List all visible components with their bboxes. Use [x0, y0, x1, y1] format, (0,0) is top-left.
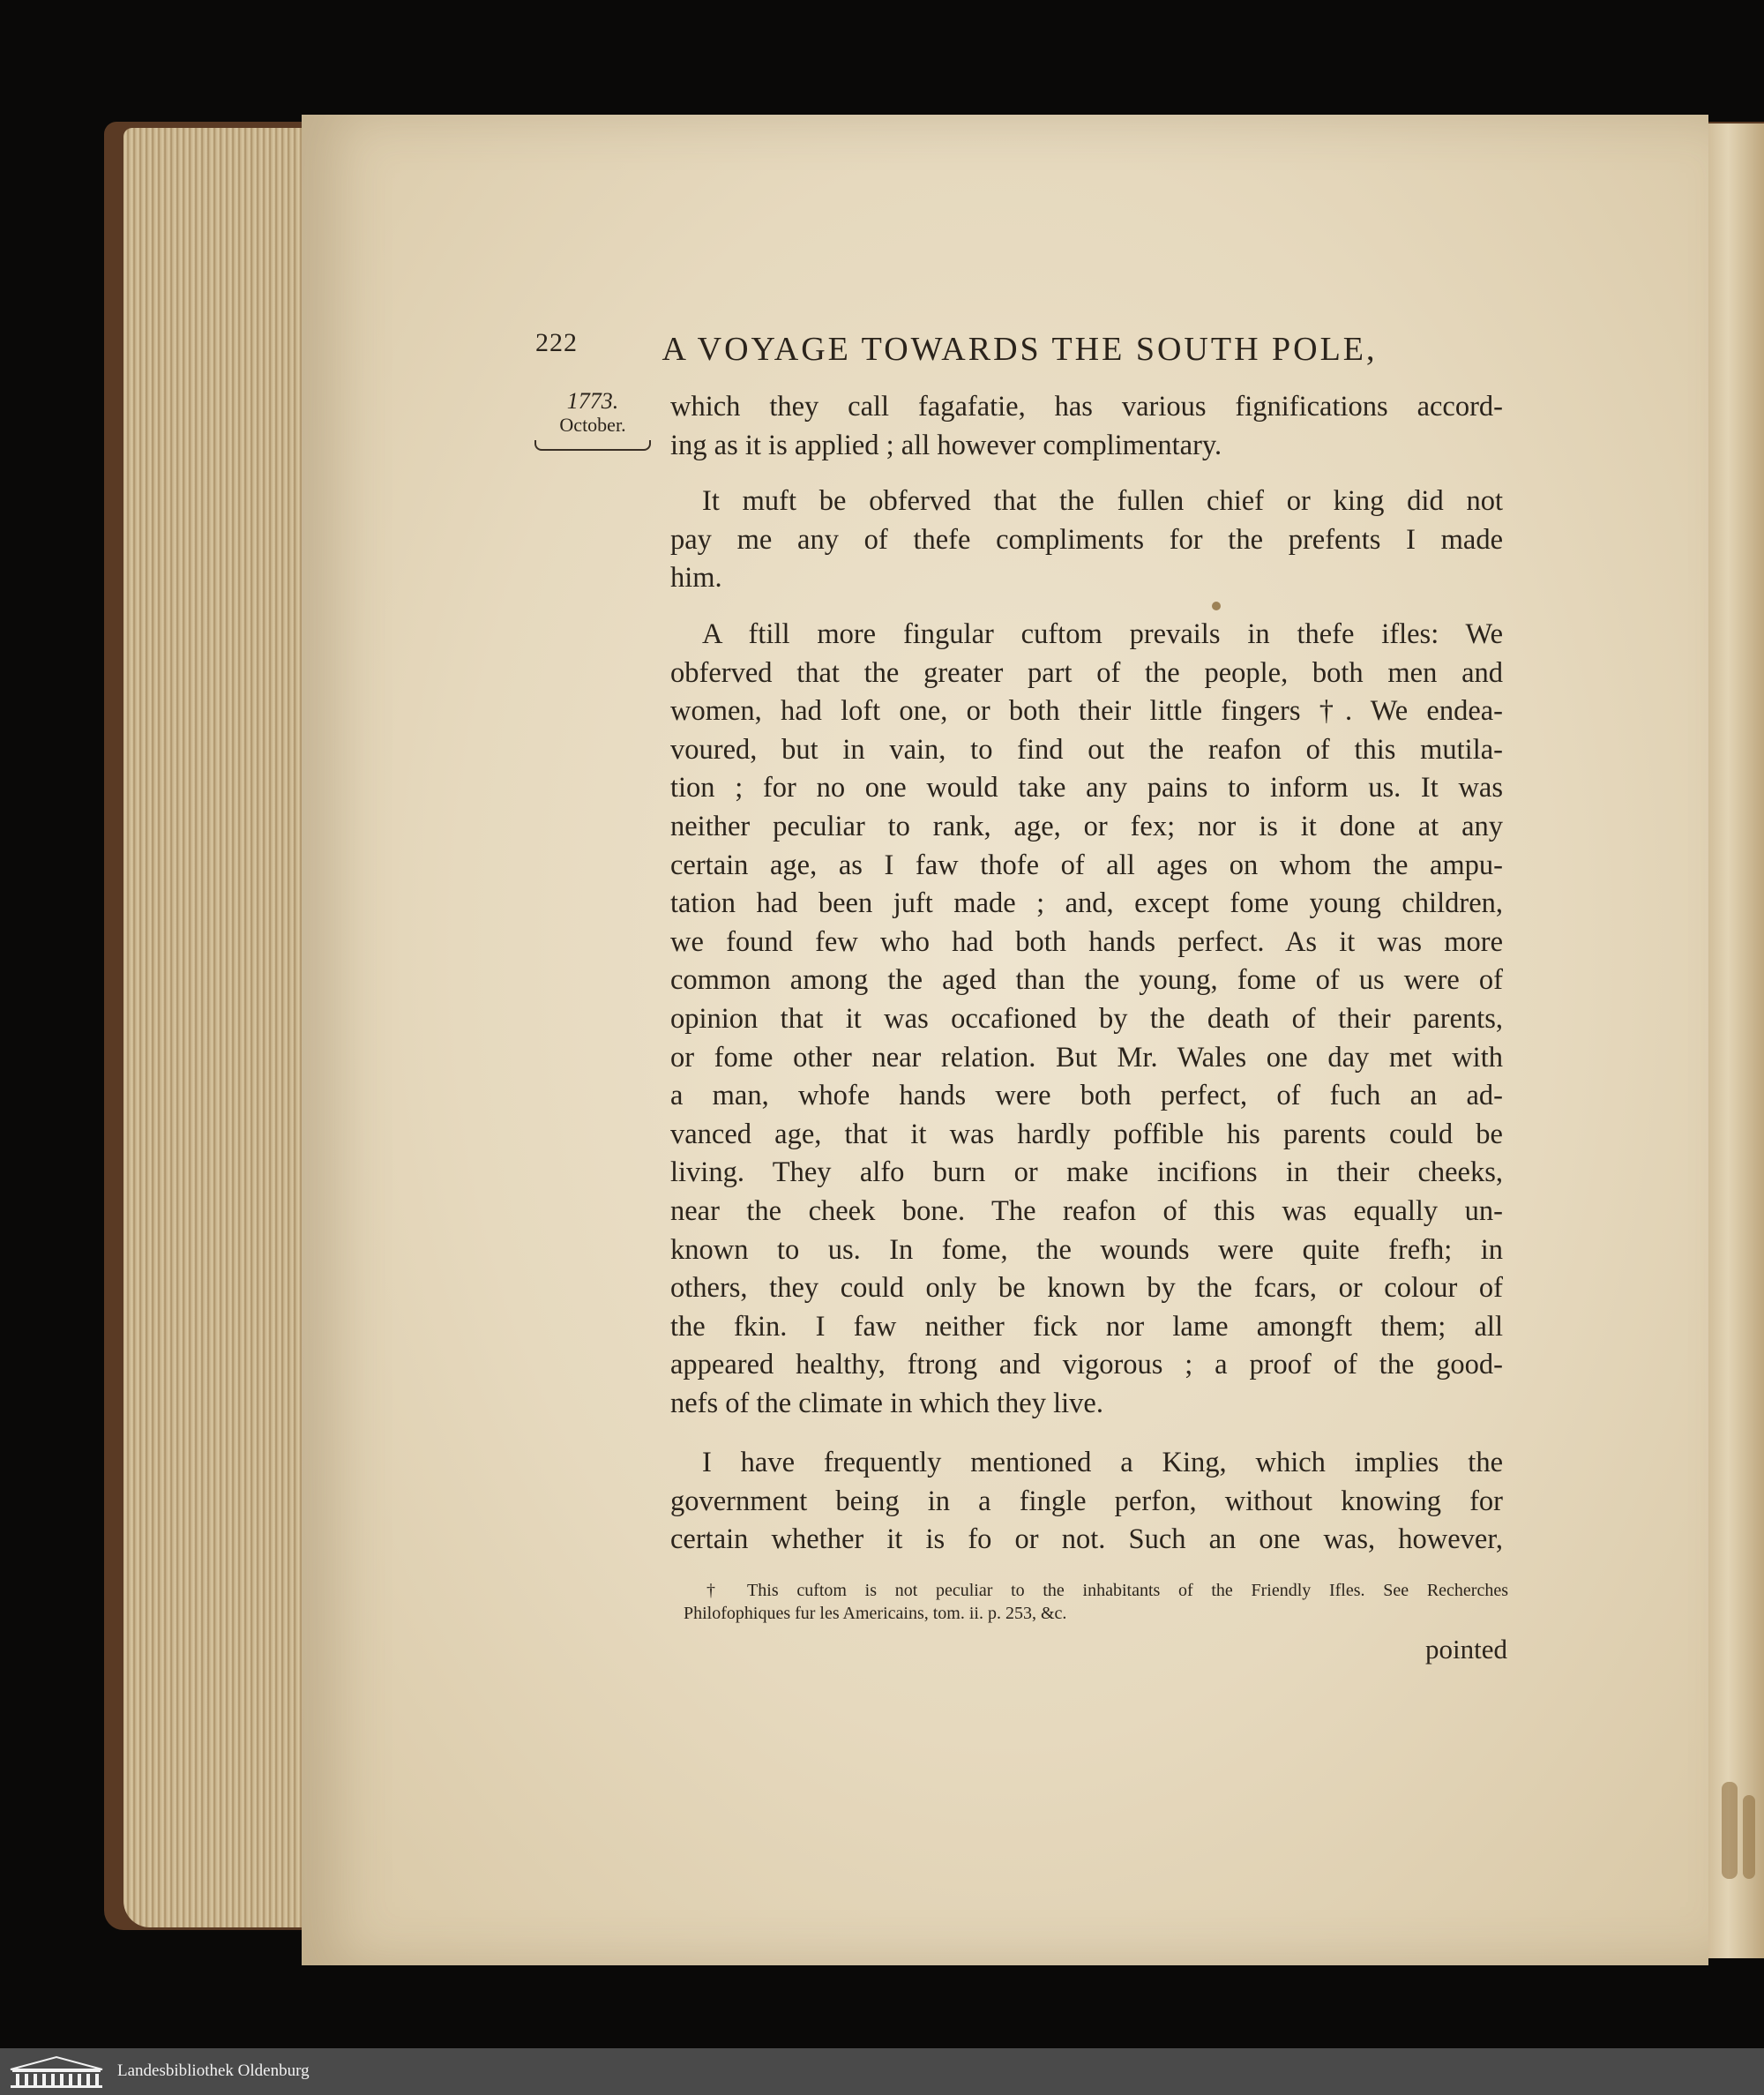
page-edges [123, 128, 316, 1927]
facing-page-edge [1704, 123, 1764, 1958]
paragraph-1 [670, 388, 1503, 465]
footnote-line: † This cuftom is not peculiar to the inhabitants of the Friendly Ifles. See Recherches [706, 1581, 1508, 1600]
footnote-line: Philofophiques fur les Americains, tom. ii. p. 253, &c. [684, 1604, 1067, 1623]
text-line: opinion that it was occafioned by the death of their parents, [670, 1002, 1503, 1035]
paragraph-4 [670, 1444, 1503, 1560]
text-line: known to us. In fome, the wounds were quite frefh; in [670, 1233, 1503, 1266]
footnote [684, 1579, 1508, 1625]
text-line: or fome other near relation. But Mr. Wales one day met with [670, 1041, 1503, 1074]
catchword: pointed [1425, 1634, 1507, 1665]
text-line: certain whether it is fo or not. Such an one was, however, [670, 1523, 1503, 1556]
text-line: tion ; for no one would take any pains to inform us. It was [670, 772, 1503, 804]
text-line: obferved that the greater part of the people, both men and [670, 656, 1503, 689]
library-name: Landesbibliothek Oldenburg [117, 2061, 310, 2080]
text-line: voured, but in vain, to find out the reafon of this mutila- [670, 733, 1503, 766]
text-line: neither peculiar to rank, age, or fex; nor is it done at any [670, 810, 1503, 842]
text-line: the fkin. I faw neither fick nor lame amongft them; all [670, 1310, 1503, 1343]
text-line: women, had loft one, or both their little fingers †. We endea- [670, 695, 1503, 728]
text-line: I have frequently mentioned a King, which implies the [702, 1447, 1503, 1478]
text-line: pay me any of thefe compliments for the prefents I made [670, 523, 1503, 556]
brace-mark [534, 440, 651, 451]
page-number: 222 [535, 328, 578, 357]
text-line: It muft be obferved that the fullen chief or king did not [702, 485, 1503, 517]
margin-year: 1773. [566, 388, 619, 414]
text-line: common among the aged than the young, fome of us were of [670, 964, 1503, 997]
text-line: government being in a fingle perfon, without knowing for [670, 1485, 1503, 1517]
text-line: we found few who had both hands perfect. As it was more [670, 925, 1503, 958]
text-line: vanced age, that it was hardly poffible his parents could be [670, 1118, 1503, 1150]
text-line: ing as it is applied ; all however complimentary. [670, 429, 1222, 461]
paragraph-3 [670, 616, 1503, 1423]
text-line: certain age, as I faw thofe of all ages on whom the ampu- [670, 849, 1503, 881]
library-building-icon [7, 2055, 106, 2089]
text-line: A ftill more fingular cuftom prevails in thefe ifles: We [702, 618, 1503, 650]
text-line: him. [670, 562, 722, 595]
margin-date-note [533, 390, 653, 451]
margin-month: October. [559, 414, 626, 436]
text-line: living. They alfo burn or make incifions in their cheeks, [670, 1156, 1503, 1189]
text-line: a man, whofe hands were both perfect, of fuch an ad- [670, 1080, 1503, 1112]
text-line: others, they could only be known by the fcars, or colour of [670, 1272, 1503, 1305]
library-footer-bar [0, 2048, 1764, 2095]
text-line: appeared healthy, ftrong and vigorous ; a proof of the good- [670, 1349, 1503, 1381]
text-line: tation had been juft made ; and, except fome young children, [670, 887, 1503, 920]
text-line: near the cheek bone. The reafon of this was equally un- [670, 1194, 1503, 1227]
text-line: which they call fagafatie, has various fignifications accord- [670, 391, 1503, 423]
text-line: nefs of the climate in which they live. [670, 1387, 1103, 1419]
paragraph-2 [670, 483, 1503, 598]
running-title: A VOYAGE TOWARDS THE SOUTH POLE, [662, 331, 1378, 368]
